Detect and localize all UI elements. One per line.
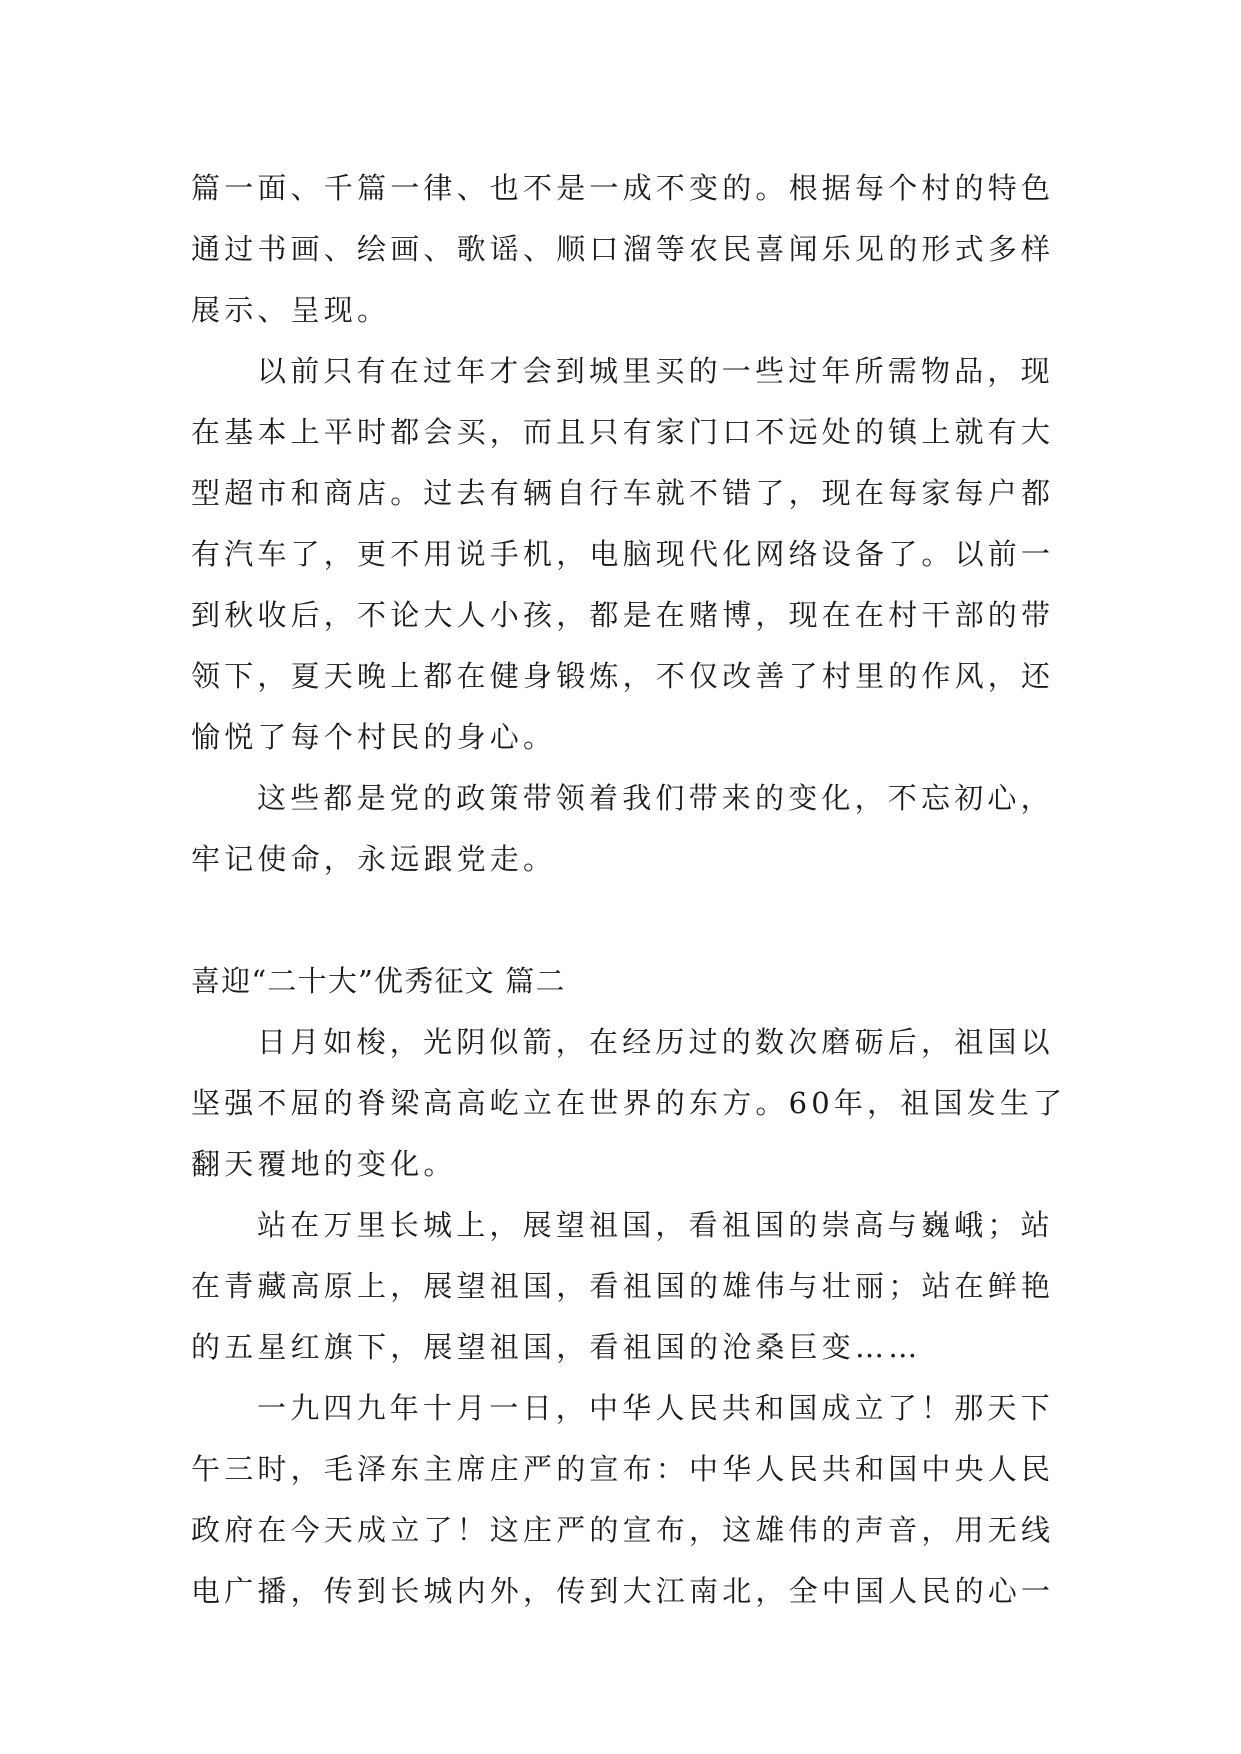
text-line: 政府在今天成立了！这庄严的宣布，这雄伟的声音，用无线: [191, 1513, 1055, 1547]
blank-spacer: [191, 890, 1071, 951]
document-body: [191, 158, 1071, 1622]
text-line: 电广播，传到长城内外，传到大江南北，全中国人民的心一: [191, 1574, 1055, 1608]
text-line: 午三时，毛泽东主席庄严的宣布：中华人民共和国中央人民: [191, 1452, 1055, 1486]
text-line: 日月如梭，光阴似箭，在经历过的数次磨砺后，祖国以: [257, 1025, 1054, 1059]
text-line: 展示、呈现。: [191, 293, 391, 327]
text-line: 站在万里长城上，展望祖国，看祖国的崇高与巍峨；站: [257, 1208, 1054, 1242]
paragraph: [191, 768, 1071, 890]
text-line: 在青藏高原上，展望祖国，看祖国的雄伟与壮丽；站在鲜艳: [191, 1269, 1055, 1303]
text-line: 通过书画、绘画、歌谣、顺口溜等农民喜闻乐见的形式多样: [191, 232, 1055, 266]
paragraph: [191, 1195, 1071, 1378]
text-line: 这些都是党的政策带领着我们带来的变化，不忘初心，: [257, 781, 1054, 815]
text-line: 牢记使命，永远跟党走。: [191, 842, 557, 876]
section-heading: 喜迎“二十大”优秀征文 篇二: [191, 964, 566, 998]
text-line: 领下，夏天晚上都在健身锻炼，不仅改善了村里的作风，还: [191, 659, 1055, 693]
text-line: 坚强不屈的脊梁高高屹立在世界的东方。60年，祖国发生了: [191, 1086, 1067, 1120]
text-line: 到秋收后，不论大人小孩，都是在赌博，现在在村干部的带: [191, 598, 1055, 632]
text-line: 愉悦了每个村民的身心。: [191, 720, 557, 754]
text-line: 的五星红旗下，展望祖国，看祖国的沧桑巨变……: [191, 1330, 922, 1364]
paragraph: [191, 341, 1071, 768]
text-line: 有汽车了，更不用说手机，电脑现代化网络设备了。以前一: [191, 537, 1055, 571]
text-line: 以前只有在过年才会到城里买的一些过年所需物品，现: [257, 354, 1054, 388]
text-line: 翻天覆地的变化。: [191, 1147, 457, 1181]
text-line: 篇一面、千篇一律、也不是一成不变的。根据每个村的特色: [191, 171, 1055, 205]
paragraph: [191, 1378, 1071, 1622]
text-line: 一九四九年十月一日，中华人民共和国成立了！那天下: [257, 1391, 1054, 1425]
paragraph: [191, 1012, 1071, 1195]
paragraph-continued: [191, 158, 1071, 341]
text-line: 型超市和商店。过去有辆自行车就不错了，现在每家每户都: [191, 476, 1055, 510]
text-line: 在基本上平时都会买，而且只有家门口不远处的镇上就有大: [191, 415, 1055, 449]
